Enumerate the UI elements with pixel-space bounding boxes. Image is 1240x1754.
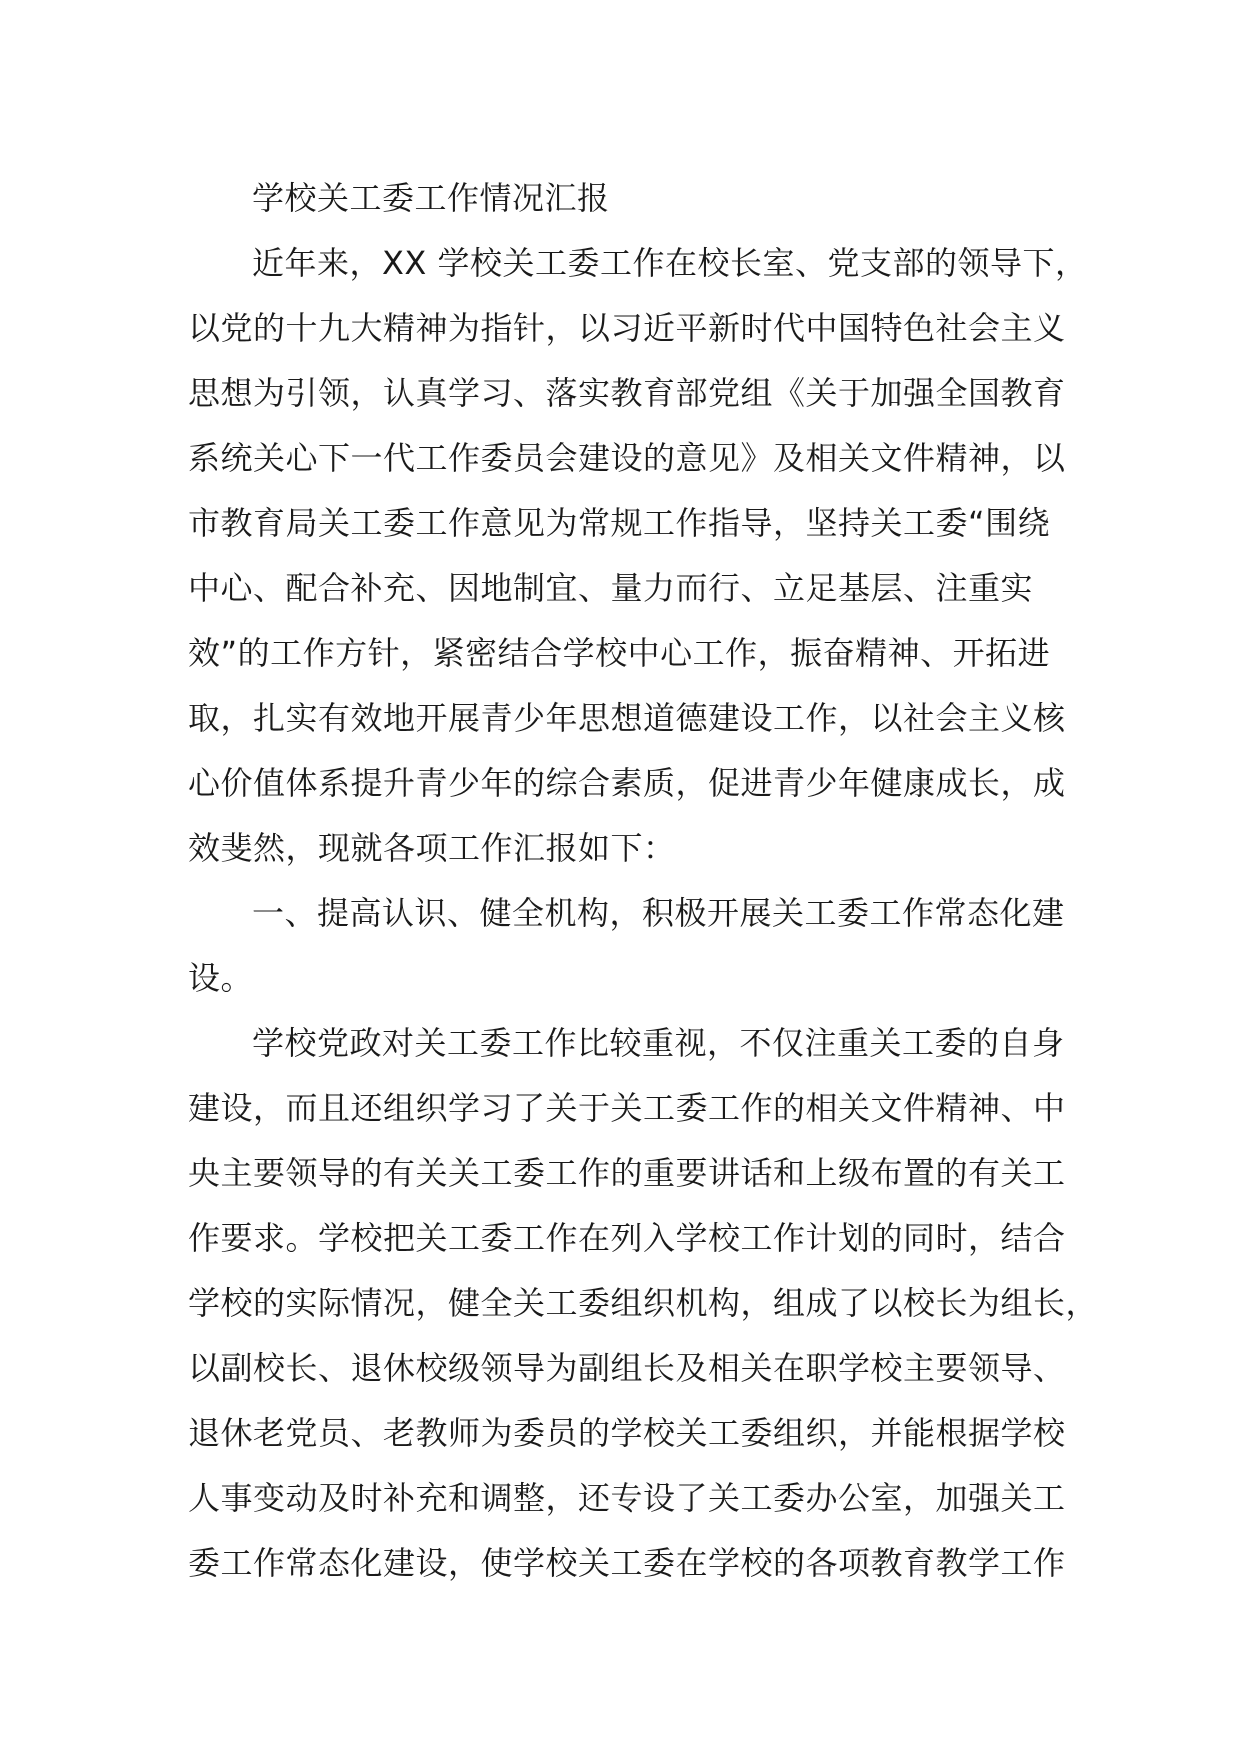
- paragraph-line: 建设，而且还组织学习了关于关工委工作的相关文件精神、中: [188, 1089, 1066, 1127]
- paragraph-line: 心价值体系提升青少年的综合素质，促进青少年健康成长，成: [188, 764, 1066, 802]
- document-body: [188, 166, 1099, 1596]
- paragraph-line: 近年来，XX 学校关工委工作在校长室、党支部的领导下，: [252, 244, 1088, 282]
- paragraph-line: 市教育局关工委工作意见为常规工作指导，坚持关工委“围绕: [188, 504, 1051, 542]
- paragraph-line: 中心、配合补充、因地制宜、量力而行、立足基层、注重实: [188, 569, 1034, 607]
- paragraph-line: 委工作常态化建设，使学校关工委在学校的各项教育教学工作: [188, 1544, 1066, 1582]
- paragraph-line: 作要求。学校把关工委工作在列入学校工作计划的同时，结合: [188, 1219, 1066, 1257]
- paragraph-line: 效斐然，现就各项工作汇报如下：: [188, 829, 676, 867]
- paragraph-line: 系统关心下一代工作委员会建设的意见》及相关文件精神，以: [188, 439, 1066, 477]
- paragraph-line: 央主要领导的有关关工委工作的重要讲话和上级布置的有关工: [188, 1154, 1066, 1192]
- paragraph-line: 学校的实际情况，健全关工委组织机构，组成了以校长为组长，: [188, 1284, 1099, 1322]
- paragraph-line: 以党的十九大精神为指针，以习近平新时代中国特色社会主义: [188, 309, 1066, 347]
- paragraph-line: 退休老党员、老教师为委员的学校关工委组织，并能根据学校: [188, 1414, 1066, 1452]
- paragraph-line: 思想为引领，认真学习、落实教育部党组《关于加强全国教育: [188, 374, 1066, 412]
- paragraph-line: 以副校长、退休校级领导为副组长及相关在职学校主要领导、: [188, 1349, 1066, 1387]
- section-heading-line: 一、提高认识、健全机构，积极开展关工委工作常态化建: [252, 894, 1065, 932]
- section-heading-line: 设。: [188, 959, 254, 997]
- paragraph-line: 学校党政对关工委工作比较重视，不仅注重关工委的自身: [252, 1024, 1065, 1062]
- paragraph-line: 人事变动及时补充和调整，还专设了关工委办公室，加强关工: [188, 1479, 1066, 1517]
- document-title: 学校关工委工作情况汇报: [252, 179, 610, 217]
- paragraph-line: 取，扎实有效地开展青少年思想道德建设工作，以社会主义核: [188, 699, 1066, 737]
- paragraph-line: 效”的工作方针，紧密结合学校中心工作，振奋精神、开拓进: [188, 634, 1051, 672]
